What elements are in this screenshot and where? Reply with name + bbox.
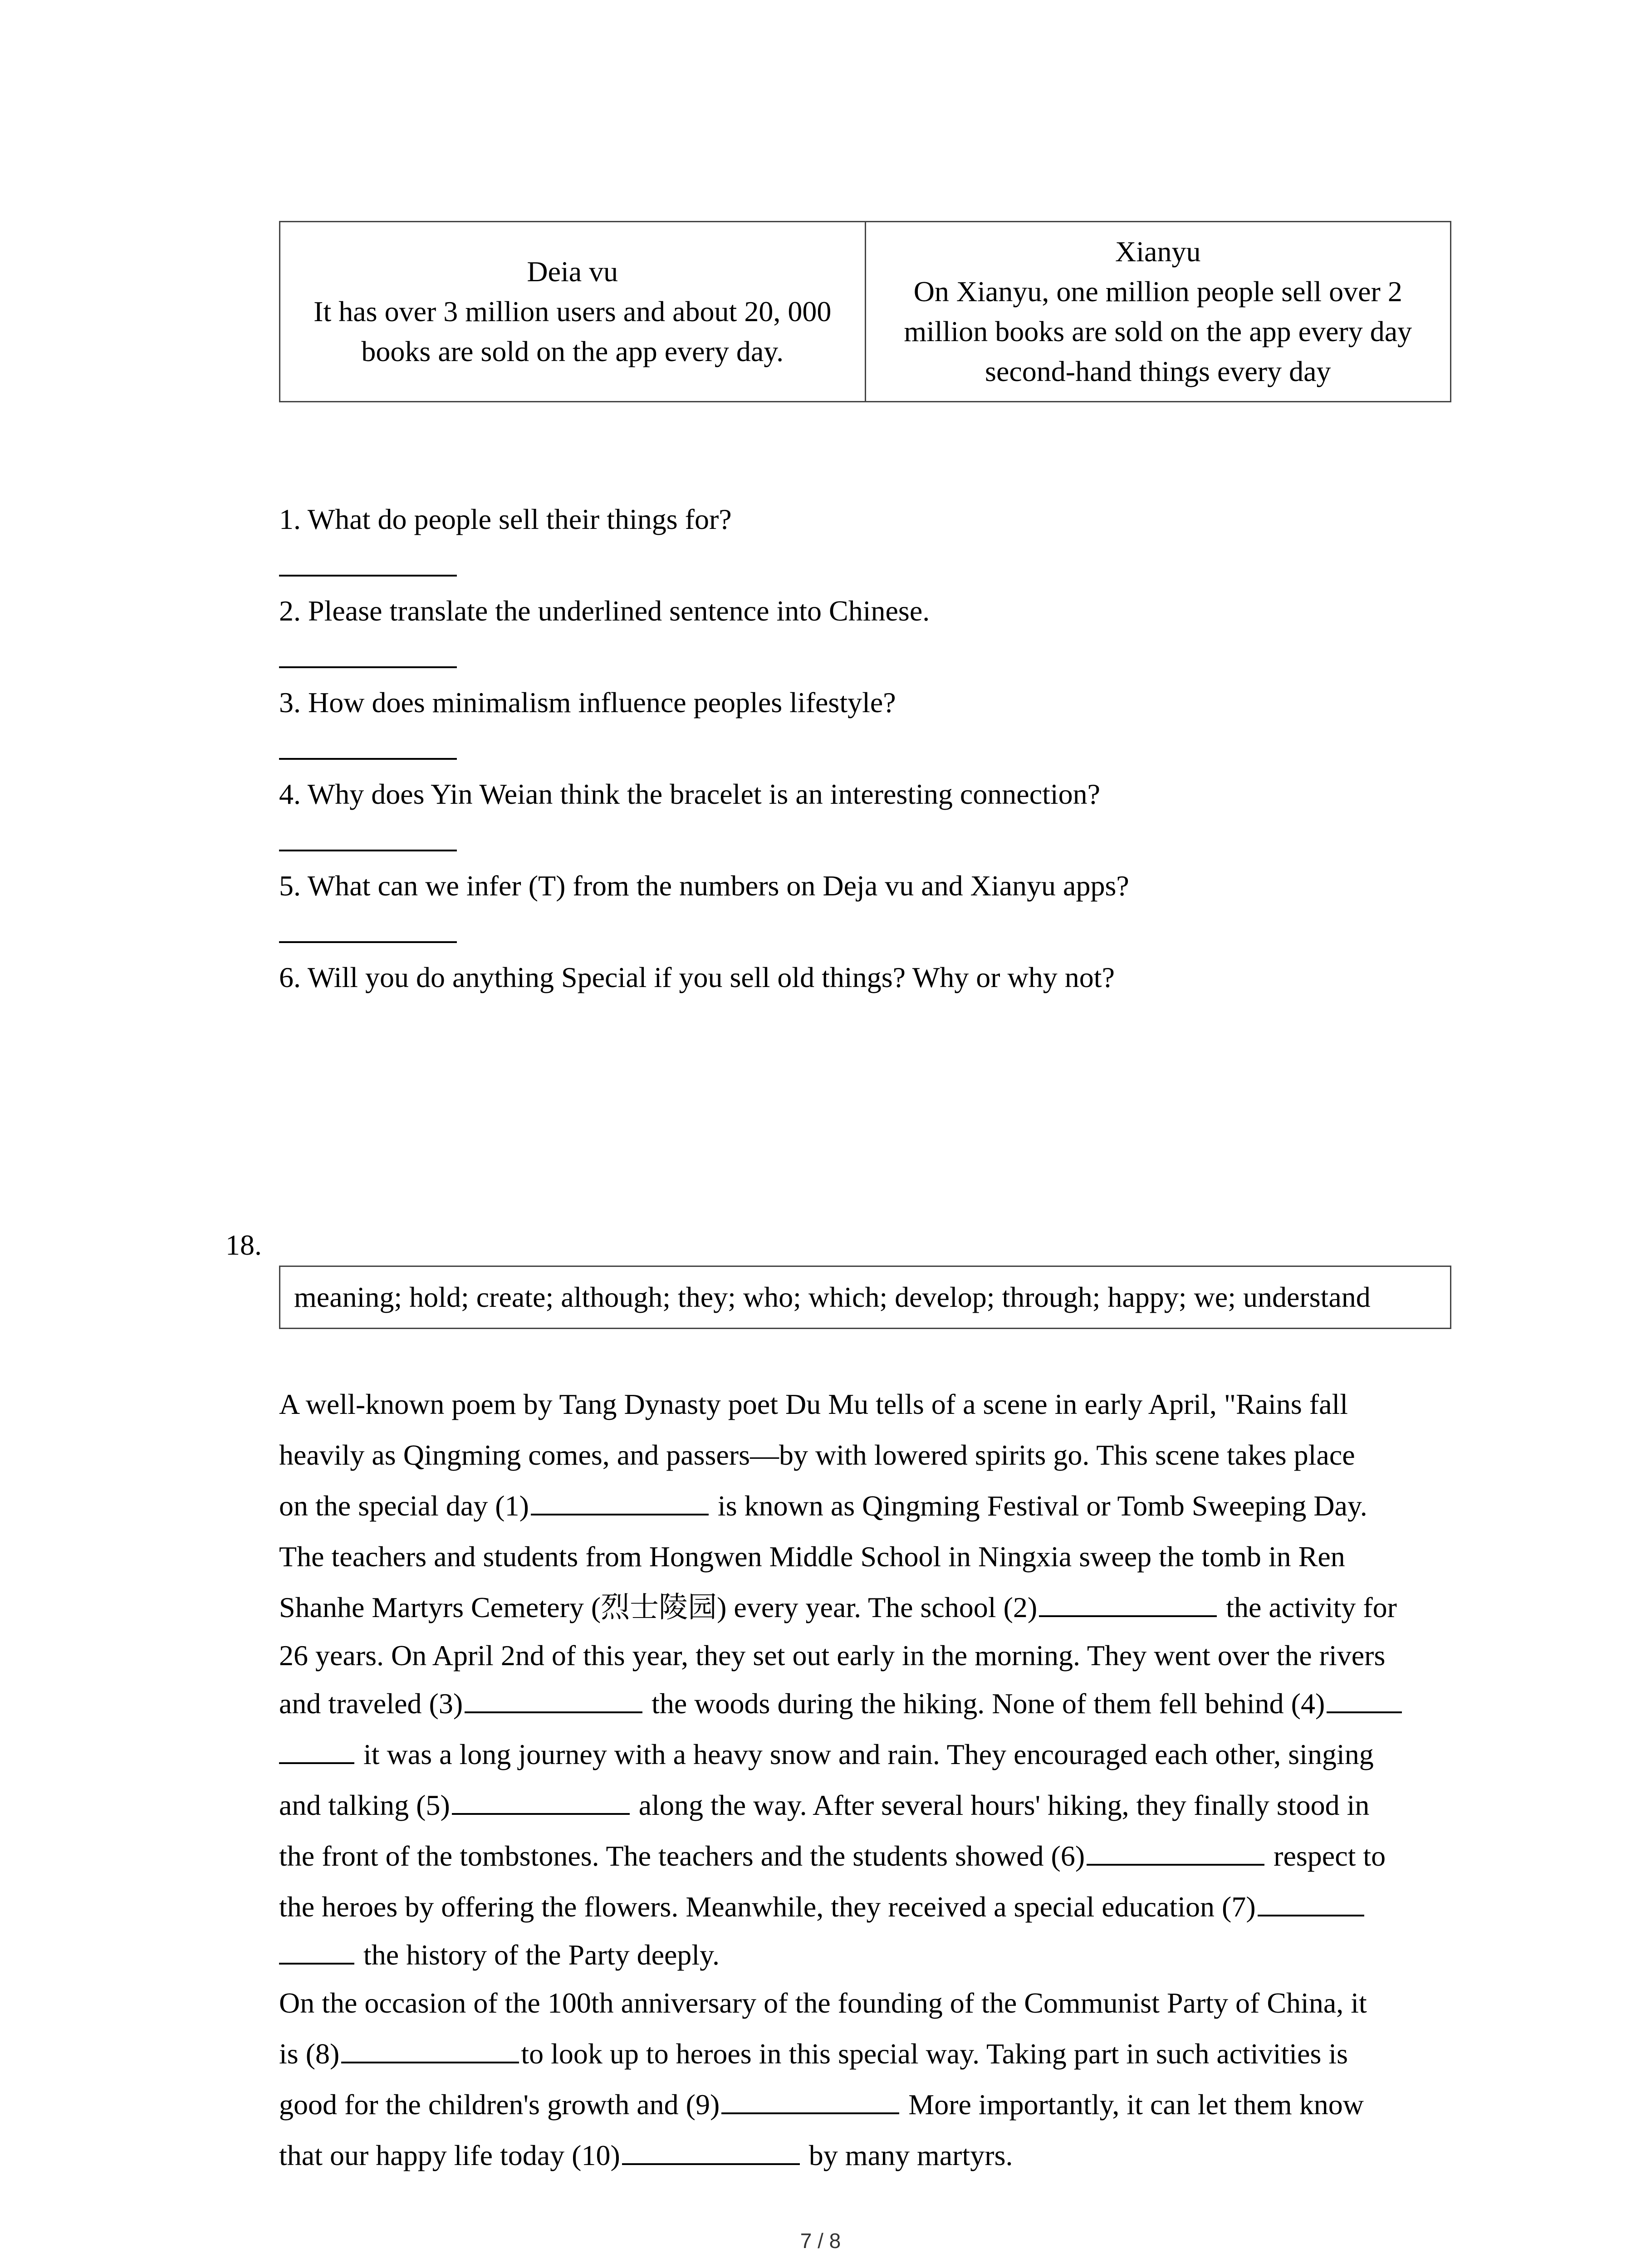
blank-8[interactable] — [341, 2033, 519, 2063]
passage-text: by many martyrs. — [801, 2139, 1013, 2171]
passage-text: 26 years. On April 2nd of this year, they set out early in the morning. They went over the rivers — [279, 1639, 1386, 1672]
passage-line — [279, 1729, 1468, 1780]
passage-text: the heroes by offering the flowers. Meanwhile, they received a special education (7) — [279, 1891, 1256, 1923]
passage-text: respect to — [1266, 1840, 1386, 1872]
blank-2[interactable] — [1039, 1587, 1217, 1617]
passage-text: On the occasion of the 100th anniversary of the founding of the Communist Party of China, it — [279, 1987, 1367, 2019]
table-cell-deja-vu — [280, 222, 865, 401]
question-text: 4. Why does Yin Weian think the bracelet is an interesting connection? — [279, 778, 1101, 810]
passage-line — [279, 1932, 1468, 1978]
blank-7-part-1[interactable] — [1258, 1887, 1364, 1916]
passage-text: the woods during the hiking. None of them fell behind (4) — [644, 1687, 1325, 1720]
passage-line — [279, 1481, 1468, 1531]
passage-text: that our happy life today (10) — [279, 2139, 620, 2171]
question-item — [279, 682, 1459, 774]
cell-line: million books are sold on the app every day — [904, 315, 1412, 347]
cell-line: books are sold on the app every day. — [361, 335, 784, 367]
blank-3[interactable] — [465, 1683, 642, 1713]
question-item — [279, 774, 1459, 865]
passage-text: the front of the tombstones. The teachers and the students showed (6) — [279, 1840, 1085, 1872]
cell-title: Deia vu — [527, 255, 618, 288]
blank-10[interactable] — [622, 2135, 800, 2165]
passage-text: the history of the Party deeply. — [356, 1939, 720, 1971]
answer-blank[interactable] — [279, 666, 457, 668]
word-bank-box: meaning; hold; create; although; they; who; which; develop; through; happy; we; understand — [279, 1266, 1451, 1329]
passage-text: More importantly, it can let them know — [901, 2088, 1364, 2121]
passage-line — [279, 2079, 1468, 2130]
passage-text: to look up to heroes in this special way. Taking part in such activities is — [521, 2038, 1348, 2070]
question-text: 6. Will you do anything Special if you sell old things? Why or why not? — [279, 961, 1115, 993]
answer-blank[interactable] — [279, 850, 457, 851]
passage-line — [279, 1582, 1468, 1633]
answer-blank[interactable] — [279, 575, 457, 577]
passage-line — [279, 2130, 1468, 2181]
passage-line — [279, 1831, 1468, 1882]
question-item — [279, 865, 1459, 957]
passage-line — [279, 1978, 1468, 2028]
passage-text: and traveled (3) — [279, 1687, 463, 1720]
blank-7-part-2[interactable] — [279, 1935, 354, 1965]
passage-text: A well-known poem by Tang Dynasty poet Du Mu tells of a scene in early April, "Rains fall — [279, 1388, 1348, 1420]
passage-text: The teachers and students from Hongwen Middle School in Ningxia sweep the tomb in Ren — [279, 1540, 1345, 1573]
passage-line — [279, 1379, 1468, 1430]
cell-line: On Xianyu, one million people sell over 2 — [913, 275, 1402, 308]
blank-9[interactable] — [721, 2084, 899, 2114]
passage-text: heavily as Qingming comes, and passers—by with lowered spirits go. This scene takes place — [279, 1439, 1355, 1471]
cell-line: second-hand things every day — [985, 355, 1331, 387]
table-cell-xianyu — [865, 222, 1450, 401]
page-number: 7 / 8 — [800, 2229, 841, 2253]
question-text: 5. What can we infer (T) from the numbers on Deja vu and Xianyu apps? — [279, 870, 1129, 902]
answer-blank[interactable] — [279, 758, 457, 760]
cloze-passage — [279, 1379, 1468, 2181]
passage-line — [279, 1678, 1468, 1729]
passage-text: is (8) — [279, 2038, 340, 2070]
question-item — [279, 499, 1459, 591]
passage-line — [279, 1780, 1468, 1831]
passage-line — [279, 1633, 1468, 1678]
passage-text: it was a long journey with a heavy snow and rain. They encouraged each other, singing — [356, 1738, 1374, 1770]
question-item — [279, 957, 1459, 1049]
question-list — [279, 499, 1459, 1049]
blank-5[interactable] — [452, 1785, 630, 1815]
passage-text: and talking (5) — [279, 1789, 450, 1821]
question-text: 2. Please translate the underlined sentence into Chinese. — [279, 595, 930, 627]
passage-text: good for the children's growth and (9) — [279, 2088, 720, 2121]
passage-text: on the special day (1) — [279, 1490, 529, 1522]
blank-6[interactable] — [1087, 1836, 1264, 1866]
passage-text: is known as Qingming Festival or Tomb Sweeping Day. — [710, 1490, 1367, 1522]
question-item — [279, 591, 1459, 682]
cell-title: Xianyu — [1115, 235, 1201, 268]
comparison-table — [279, 221, 1451, 402]
passage-line — [279, 1882, 1468, 1932]
passage-line — [279, 2028, 1468, 2079]
cell-line: It has over 3 million users and about 20, 000 — [314, 295, 832, 327]
answer-blank[interactable] — [279, 941, 457, 943]
passage-line — [279, 1430, 1468, 1481]
question-text: 3. How does minimalism influence peoples lifestyle? — [279, 686, 896, 719]
passage-line — [279, 1531, 1468, 1582]
blank-4-part-2[interactable] — [279, 1734, 354, 1764]
passage-text: Shanhe Martyrs Cemetery (烈士陵园) every year. The school (2) — [279, 1591, 1038, 1623]
section-number: 18. — [225, 1229, 262, 1261]
blank-4-part-1[interactable] — [1327, 1683, 1402, 1713]
passage-text: the activity for — [1219, 1591, 1397, 1623]
question-text: 1. What do people sell their things for? — [279, 503, 732, 535]
passage-text: along the way. After several hours' hiking, they finally stood in — [631, 1789, 1370, 1821]
blank-1[interactable] — [531, 1486, 709, 1515]
